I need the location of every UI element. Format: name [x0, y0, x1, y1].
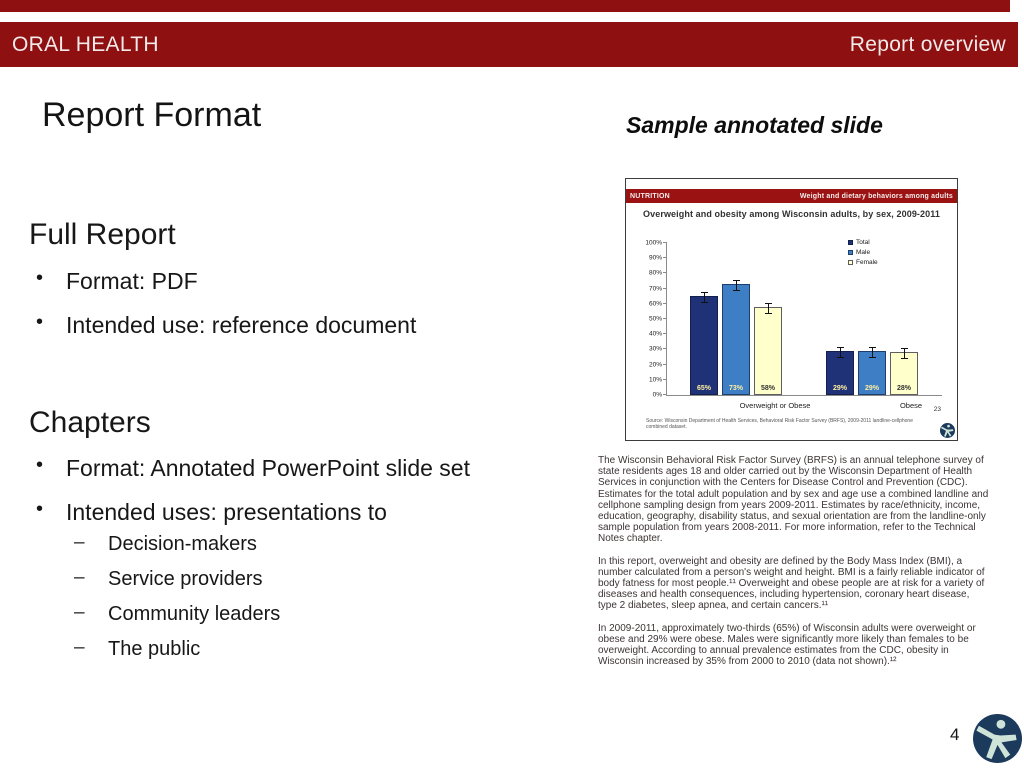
y-tick-mark: [663, 379, 667, 380]
list-item: [0, 499, 470, 526]
error-bar: [837, 347, 844, 358]
list-item: [0, 312, 416, 339]
sub-list-item-text: Service providers: [108, 568, 263, 590]
chart-yaxis: [634, 239, 662, 399]
sub-list-item: [0, 568, 280, 591]
bar-group: [690, 243, 782, 395]
dash-icon: –: [74, 602, 85, 623]
chart-plot: [666, 243, 942, 396]
list-item-text: Intended use: reference document: [66, 312, 417, 338]
sub-list-item: [0, 533, 280, 556]
legend-swatch-icon: [848, 260, 853, 265]
header-context-label: Report overview: [849, 32, 1006, 56]
dash-icon: –: [74, 532, 85, 553]
list-item-text: Intended uses: presentations to: [66, 499, 387, 525]
bar-value-label: 28%: [896, 385, 911, 392]
error-bar: [869, 347, 876, 358]
list-item: [0, 455, 470, 482]
legend-item: [848, 259, 878, 266]
bar-total: [826, 351, 854, 395]
legend-swatch-icon: [848, 250, 853, 255]
chapters-list: [0, 455, 470, 543]
embedded-topic-label: Weight and dietary behaviors among adults: [799, 192, 953, 200]
org-logo-icon: [940, 423, 955, 438]
bar-female: [754, 307, 782, 395]
bar-value-label: 65%: [696, 385, 711, 392]
dash-icon: –: [74, 637, 85, 658]
error-bar: [765, 303, 772, 314]
y-tick-mark: [663, 242, 667, 243]
x-axis-label: Obese: [899, 401, 923, 410]
annotation-paragraph: The Wisconsin Behavioral Risk Factor Survey (BRFS) is an annual telephone survey of state residents ages 18 and older carried out by the Wisconsin Department of Health Services in conjunction with the Centers for Disease Control and Prevention (CDC). Estimates for the total adult population and by sex and age use a combined landline and cellphone sampling design from years 2009-2011. Estimates by race/ethnicity, income, education, geography, disability status, and sexual orientation are from the landline-only sample population from years 2008-2011. For more information, refer to the Technical Notes chapter.: [598, 455, 989, 545]
legend-label: Male: [856, 249, 871, 256]
sub-list-item-text: Decision-makers: [108, 533, 257, 555]
bar-value-label: 58%: [760, 385, 775, 392]
y-tick-label: 0%: [652, 391, 662, 399]
slide-header-bar: [0, 22, 1018, 67]
chart-source-note: Source: Wisconsin Department of Health Services, Behavioral Risk Factor Survey (BRFS), 2009-2011 landline-cellphone combined dataset.: [646, 418, 913, 430]
y-tick-label: 90%: [648, 254, 662, 262]
y-tick-label: 100%: [645, 239, 662, 247]
sub-list-item-text: Community leaders: [108, 603, 281, 625]
bar-male: [722, 284, 750, 395]
bullet-icon: •: [36, 311, 44, 333]
chapters-heading: Chapters: [29, 406, 151, 439]
full-report-list: [0, 268, 416, 356]
annotation-paragraph: In this report, overweight and obesity are defined by the Body Mass Index (BMI), a number calculated from a person's weight and height. BMI is a fairly reliable indicator of body fatness for most people.¹¹ Overweight and obese people are at risk for a variety of diseases and health consequences, including hypertension, coronary heart disease, type 2 diabetes, sleep apnea, and certain cancers.¹¹: [598, 555, 985, 612]
error-bar: [901, 348, 908, 359]
chart-legend: [848, 239, 878, 269]
bullet-icon: •: [36, 498, 44, 520]
error-bar: [701, 292, 708, 303]
y-tick-label: 70%: [648, 285, 662, 293]
y-tick-mark: [663, 288, 667, 289]
org-logo-icon: [973, 714, 1022, 763]
y-tick-label: 40%: [648, 330, 662, 338]
annotation-paragraph: In 2009-2011, approximately two-thirds (65%) of Wisconsin adults were overweight or obese and 29% were obese. Males were significantly more likely than females to be overweight. According to annual prevalence estimates from the CDC, obesity in Wisconsin increased by 35% from 2000 to 2010 (data not shown).¹²: [598, 622, 976, 668]
bullet-icon: •: [36, 267, 44, 289]
list-item-text: Format: PDF: [66, 268, 198, 294]
top-accent-strip: [0, 0, 1010, 12]
list-item: [0, 268, 416, 295]
bar-value-label: 29%: [832, 385, 847, 392]
chart-title: Overweight and obesity among Wisconsin adults, by sex, 2009-2011: [643, 209, 940, 219]
annotation-text-block: [598, 455, 990, 678]
bar-value-label: 29%: [864, 385, 879, 392]
y-tick-label: 10%: [648, 376, 662, 384]
full-report-heading: Full Report: [29, 218, 176, 251]
embedded-slide-number: 23: [933, 406, 941, 413]
y-tick-label: 80%: [648, 269, 662, 277]
y-tick-label: 60%: [648, 300, 662, 308]
y-tick-mark: [663, 333, 667, 334]
y-tick-mark: [663, 394, 667, 395]
page-title: Report Format: [42, 96, 262, 134]
y-tick-label: 30%: [648, 345, 662, 353]
embedded-chapter-label: NUTRITION: [630, 192, 670, 200]
y-tick-mark: [663, 303, 667, 304]
bar-male: [858, 351, 886, 395]
list-item-text: Format: Annotated PowerPoint slide set: [66, 455, 470, 481]
bar-female: [890, 352, 918, 395]
legend-item: [848, 239, 878, 246]
sample-slide-caption: Sample annotated slide: [626, 112, 883, 138]
chapters-sub-list: [0, 533, 280, 673]
sub-list-item-text: The public: [108, 638, 201, 660]
y-tick-label: 20%: [648, 361, 662, 369]
sub-list-item: [0, 638, 280, 661]
y-tick-mark: [663, 348, 667, 349]
x-axis-label: Overweight or Obese: [739, 401, 811, 410]
y-tick-label: 50%: [648, 315, 662, 323]
y-tick-mark: [663, 364, 667, 365]
legend-swatch-icon: [848, 240, 853, 245]
bullet-icon: •: [36, 454, 44, 476]
legend-label: Total: [856, 239, 870, 246]
y-tick-mark: [663, 257, 667, 258]
error-bar: [733, 280, 740, 291]
page-number: 4: [950, 725, 960, 744]
bar-value-label: 73%: [728, 385, 743, 392]
embedded-sample-slide: [625, 178, 958, 441]
legend-label: Female: [856, 259, 878, 266]
y-tick-mark: [663, 272, 667, 273]
bar-total: [690, 296, 718, 395]
legend-item: [848, 249, 878, 256]
embedded-slide-header-bar: [626, 189, 957, 203]
sub-list-item: [0, 603, 280, 626]
y-tick-mark: [663, 318, 667, 319]
header-section-label: ORAL HEALTH: [12, 32, 159, 56]
dash-icon: –: [74, 567, 85, 588]
